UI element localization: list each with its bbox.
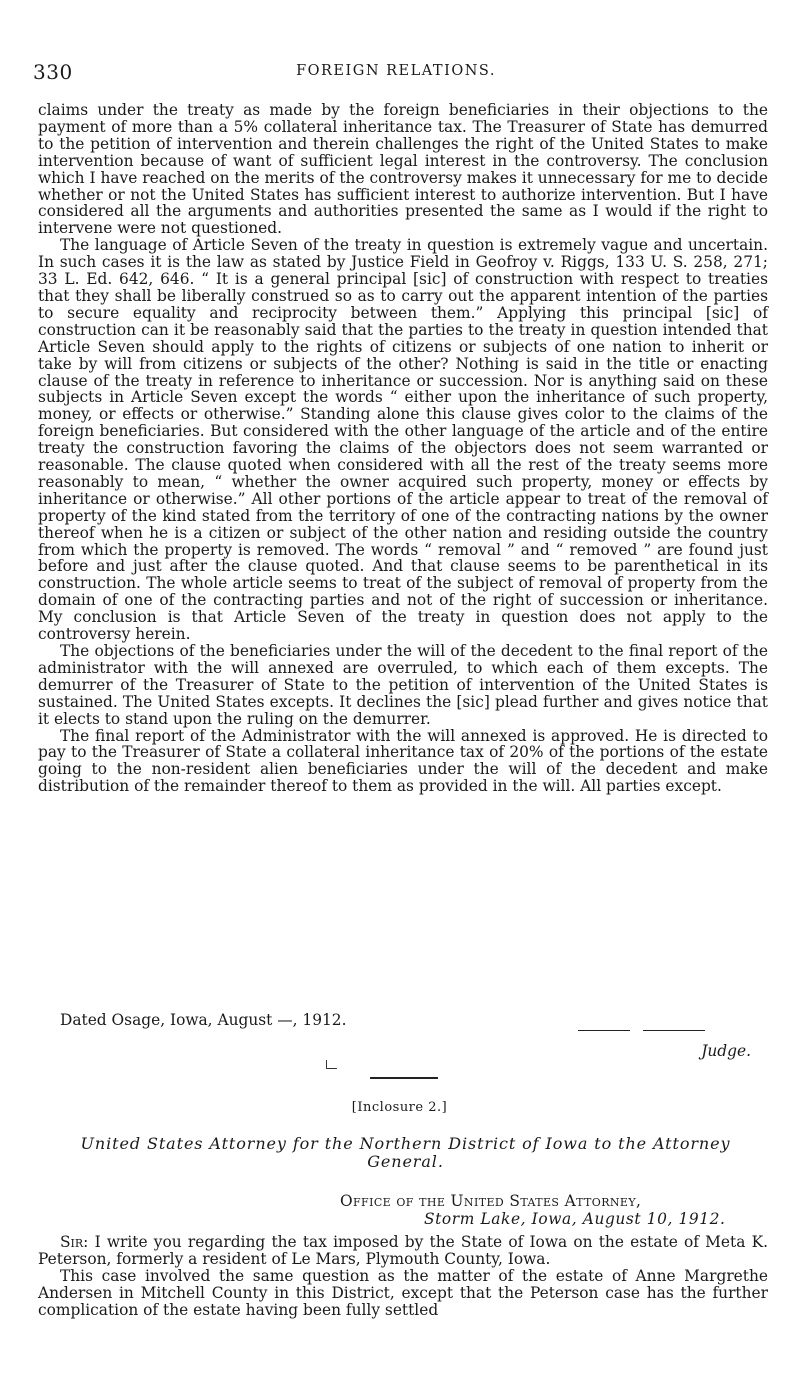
letter-paragraph: This case involved the same question as the matter of the estate of Anne Margrethe Andersen in Mitchell County in this District, except that the Peterson case has the further complication of the estate having been fully settled (38, 1267, 768, 1319)
paragraph: The objections of the beneficiaries under the will of the decedent to the final report of the administrator with the will annexed are overruled, to which each of them excepts. The demurrer of the Treasurer of State to the petition of intervention of the United States is sustained. The United States excepts. It declines the [sic] plead further and gives notice that it elects to stand upon the ruling on the demurrer. (38, 642, 768, 728)
judge-signature: Judge. (701, 1042, 751, 1060)
page-header (33, 60, 759, 92)
paragraph: The final report of the Administrator with the will annexed is approved. He is directed to pay to the Treasurer of State a collateral inheritance tax of 20% of the portions of the estate going to the non-resident alien beneficiaries under the will of the decedent and make distribution of the remainder thereof to them as provided in the will. All parties except. (38, 726, 768, 796)
signature-blank (643, 1030, 705, 1031)
office-line: Office of the United States Attorney, (340, 1192, 642, 1210)
printer-mark (326, 1060, 337, 1069)
letter-text: I write you regarding the tax imposed by the State of Iowa on the estate of Meta K. Peterson, formerly a resident of Le Mars, Plymouth County, Iowa. (38, 1233, 768, 1268)
section-divider (370, 1077, 438, 1079)
letter-paragraph (38, 1234, 768, 1268)
salutation: Sir: (60, 1233, 89, 1251)
opinion-body (38, 102, 768, 795)
signature-blank (578, 1030, 630, 1031)
paragraph: The language of Article Seven of the treaty in question is extremely vague and uncertain. In such cases it is the law as stated by Justice Field in Geofroy v. Riggs, 133 U. S. 258, 271; 33 L. Ed. 642, 646. “ It is a general principal [sic] of construction with respect to treaties that they shall be liberally construed so as to carry out the apparent intention of the parties to secure equality and reciprocity between them.” Applying this principal [sic] of construction can it be reasonably said that the parties to the treaty in question intended that Article Seven should apply to the rights of citizens or subjects of one nation to inherit or take by will from citizens or subjects of the other? Nothing is said in the title or enacting clause of the treaty in reference to inheritance or succession. Nor is anything said on these subjects in Article Seven except the words “ either upon the inheritance of such property, money, or effects or otherwise.” Standing alone this clause gives color to the claims of the foreign beneficiaries. But considered with the other language of the article and of the entire treaty the construction favoring the claims of the objectors does not seem warranted or reasonable. The clause quoted when considered with all the rest of the treaty seems more reasonably to mean, “ whether the owner acquired such property, money or effects by inheritance or otherwise.” All other portions of the article appear to treat of the removal of property of the kind stated from the territory of one of the contracting nations by the owner thereof when he is a citizen or subject of the other nation and residing outside the country from which the property is removed. The words “ removal ” and “ removed ” are found just before and just after the clause quoted. And that clause seems to be parenthetical in its construction. The whole article seems to treat of the subject of removal of property from the domain of one of the contracting parties and not of the right of succession or inheritance. My conclusion is that Article Seven of the treaty in question does not apply to the controversy herein. (38, 236, 768, 644)
document-title: United States Attorney for the Northern District of Iowa to the Attorney General. (80, 1134, 731, 1171)
page-number: 330 (33, 60, 73, 84)
running-head: FOREIGN RELATIONS. (296, 63, 496, 79)
paragraph: claims under the treaty as made by the foreign beneficiaries in their objections to the payment of more than a 5% collateral inheritance tax. The Treasurer of State has demurred to the petition of intervention and therein challenges the right of the United States to make intervention because of want of sufficient legal interest in the controversy. The conclusion which I have reached on the merits of the controversy makes it unnecessary for me to decide whether or not the United States has sufficient interest to authorize intervention. But I have considered all the arguments and authorities presented the same as I would if the right to intervene were not questioned. (38, 101, 768, 238)
dated-line: Dated Osage, Iowa, August —, 1912. (60, 1011, 347, 1029)
place-date-line: Storm Lake, Iowa, August 10, 1912. (424, 1210, 726, 1228)
inclosure-label: [Inclosure 2.] (351, 1100, 448, 1115)
letter-body (38, 1234, 768, 1319)
